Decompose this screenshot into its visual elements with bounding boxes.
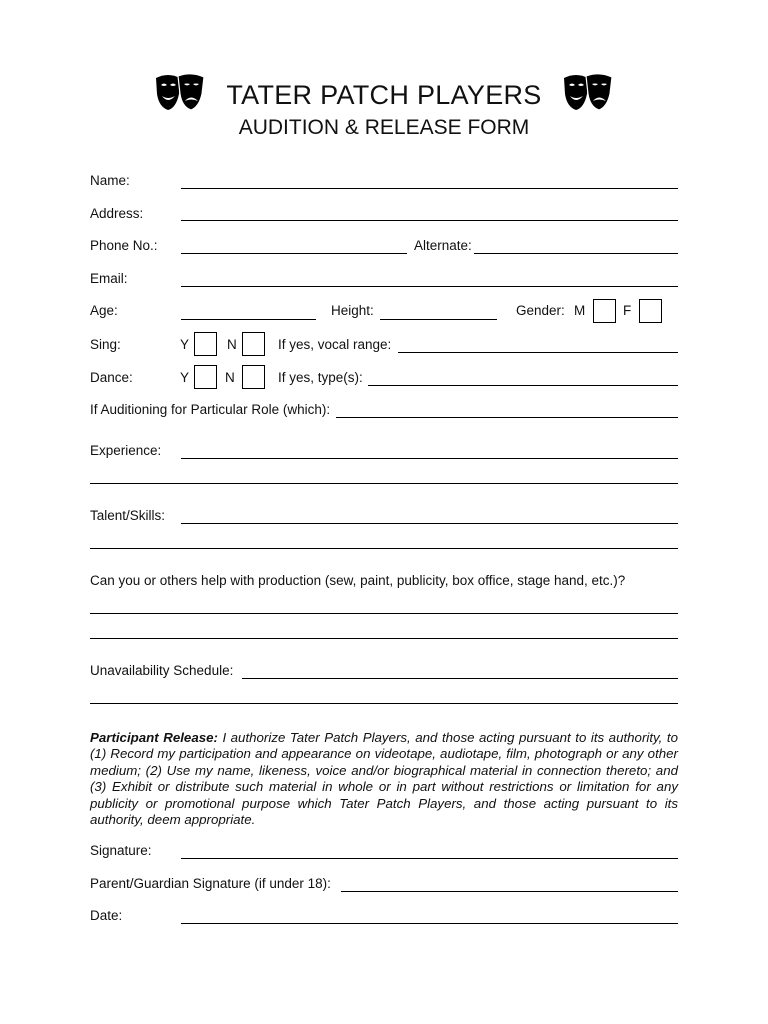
age-label: Age: bbox=[90, 303, 118, 318]
dance-y-label: Y bbox=[180, 370, 190, 385]
signature-field[interactable] bbox=[181, 858, 678, 859]
email-field[interactable] bbox=[181, 286, 678, 287]
form-title: TATER PATCH PLAYERS bbox=[226, 80, 542, 110]
participant-release bbox=[90, 730, 678, 828]
experience-label: Experience: bbox=[90, 443, 162, 458]
experience-field-line-2[interactable] bbox=[90, 483, 678, 484]
form-subtitle: AUDITION & RELEASE FORM bbox=[238, 116, 530, 139]
sing-label: Sing: bbox=[90, 337, 121, 352]
sing-yes-checkbox[interactable] bbox=[194, 332, 217, 356]
alternate-field[interactable] bbox=[474, 253, 678, 254]
dance-no-checkbox[interactable] bbox=[242, 365, 265, 389]
address-field[interactable] bbox=[181, 220, 678, 221]
role-field[interactable] bbox=[336, 417, 678, 418]
gender-m-checkbox[interactable] bbox=[593, 299, 616, 323]
date-label: Date: bbox=[90, 908, 123, 923]
address-label: Address: bbox=[90, 206, 144, 221]
sing-n-label: N bbox=[227, 337, 237, 352]
guardian-signature-label: Parent/Guardian Signature (if under 18): bbox=[90, 876, 331, 891]
date-field[interactable] bbox=[181, 923, 678, 924]
help-question: Can you or others help with production (sew, paint, publicity, box office, stage hand, etc.)? bbox=[90, 573, 626, 588]
alternate-label: Alternate: bbox=[414, 238, 472, 253]
dance-n-label: N bbox=[225, 370, 235, 385]
height-field[interactable] bbox=[380, 319, 497, 320]
dance-type-label: If yes, type(s): bbox=[278, 370, 363, 385]
sing-y-label: Y bbox=[180, 337, 190, 352]
gender-f-checkbox[interactable] bbox=[639, 299, 662, 323]
dance-type-field[interactable] bbox=[368, 385, 678, 386]
guardian-signature-field[interactable] bbox=[341, 891, 678, 892]
vocal-range-label: If yes, vocal range: bbox=[278, 337, 392, 352]
talent-field[interactable] bbox=[181, 523, 678, 524]
gender-label: Gender: bbox=[516, 303, 565, 318]
release-heading: Participant Release: bbox=[90, 730, 218, 745]
phone-field[interactable] bbox=[181, 253, 407, 254]
experience-field[interactable] bbox=[181, 458, 678, 459]
gender-m-label: M bbox=[574, 303, 586, 318]
role-label: If Auditioning for Particular Role (which): bbox=[90, 402, 331, 417]
dance-yes-checkbox[interactable] bbox=[194, 365, 217, 389]
signature-label: Signature: bbox=[90, 843, 152, 858]
help-field-line-2[interactable] bbox=[90, 638, 678, 639]
talent-label: Talent/Skills: bbox=[90, 508, 166, 523]
height-label: Height: bbox=[331, 303, 374, 318]
release-text: I authorize Tater Patch Players, and those acting pursuant to its authority, to (1) Record my participation and appearance on videotape, audiotape, film, photograph or any other medium; (2) Use my name, likeness, voice and/or biographical material in connection thereto; and (3) Exhibit or distribute such material in whole or in part without restrictions or limitation for any publicity or promotional purpose which Tater Patch Players, and those acting pursuant to its authority, deem appropriate. bbox=[90, 730, 678, 828]
name-field[interactable] bbox=[181, 188, 678, 189]
name-label: Name: bbox=[90, 173, 130, 188]
age-field[interactable] bbox=[181, 319, 316, 320]
talent-field-line-2[interactable] bbox=[90, 548, 678, 549]
phone-label: Phone No.: bbox=[90, 238, 158, 253]
gender-f-label: F bbox=[623, 303, 632, 318]
help-field[interactable] bbox=[90, 613, 678, 614]
unavailability-field[interactable] bbox=[242, 678, 678, 679]
sing-no-checkbox[interactable] bbox=[242, 332, 265, 356]
unavailability-field-line-2[interactable] bbox=[90, 703, 678, 704]
email-label: Email: bbox=[90, 271, 128, 286]
dance-label: Dance: bbox=[90, 370, 133, 385]
unavailability-label: Unavailability Schedule: bbox=[90, 663, 234, 678]
vocal-range-field[interactable] bbox=[398, 352, 678, 353]
